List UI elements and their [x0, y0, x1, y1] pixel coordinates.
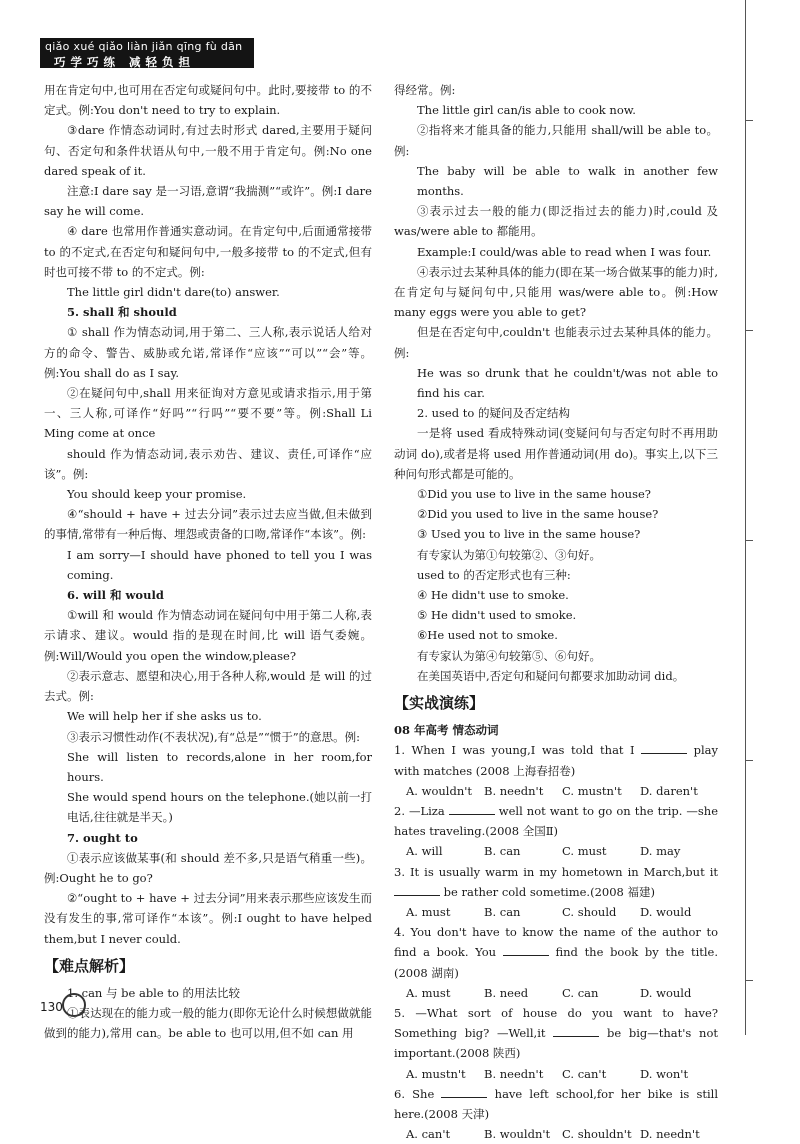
paragraph: 有专家认为第①句较第②、③句好。	[417, 547, 601, 562]
option-d: D. won't	[640, 1066, 689, 1081]
paragraph: ①will 和 would 作为情态动词在疑问句中用于第二人称,表示请求、建议。would 指的是现在时间,比 will 语气委婉。例:Will/Would you open the window,please?	[44, 608, 372, 663]
option-d: D. may	[640, 844, 681, 859]
edge-tick	[745, 330, 753, 331]
option-d: D. would	[640, 985, 692, 1000]
paragraph: 有专家认为第④句较第⑤、⑥句好。	[417, 648, 601, 663]
option-b: B. can	[484, 904, 521, 919]
question-item	[394, 922, 718, 1003]
paragraph: ②指将来才能具备的能力,只能用 shall/will be able to。例:	[394, 123, 718, 158]
question-stem-continued: have left school,for her bike is still here.(2008 天津)	[394, 1086, 719, 1121]
paragraph: ②“ought to + have + 过去分词”用来表示那些应该发生而没有发生的事,常可译作“本该”。例:I ought to have helped them,but I never could.	[44, 891, 372, 946]
option-a: A. wouldn't	[406, 783, 473, 798]
paragraph: 用在肯定句中,也可用在否定句或疑问句中。此时,要接带 to 的不定式。例:You don't need to try to explain.	[44, 83, 372, 118]
edge-tick	[745, 760, 753, 761]
answer-options	[394, 983, 718, 1003]
exercise-set-heading: 08 年高考 情态动词	[394, 723, 499, 738]
option-d: D. needn't	[640, 1127, 700, 1142]
option-c: C. can't	[562, 1066, 607, 1081]
question-item	[394, 1003, 718, 1084]
option-b: B. can	[484, 844, 521, 859]
paragraph: ②在疑问句中,shall 用来征询对方意见或请求指示,用于第一、三人称,可译作“好吗”“行吗”“要不要”等。例:Shall Li Ming come at once	[44, 386, 372, 441]
example-sentence: He was so drunk that he couldn't/was not able to find his car.	[417, 365, 718, 401]
question-stem: 4. You don't have to know the name of the author to find a book. You	[394, 925, 718, 960]
option-d: D. would	[640, 904, 692, 919]
option-b: B. needn't	[484, 1066, 544, 1081]
answer-blank	[449, 803, 495, 815]
paragraph: ③表示过去一般的能力(即泛指过去的能力)时,could 及 was/were able to 都能用。	[394, 204, 718, 239]
note-paragraph: 注意:I dare say 是一习语,意谓“我揣测”“或许”。例:I dare say he will come.	[44, 184, 372, 219]
example-sentence: I am sorry—I should have phoned to tell you I was coming.	[67, 547, 372, 582]
subsection-heading: 6. will 和 would	[67, 588, 164, 603]
question-item	[394, 862, 718, 923]
paragraph: ①表达现在的能力或一般的能力(即你无论什么时候想做就能做到的能力),常用 can。be able to 也可以用,但不如 can 用	[44, 1005, 372, 1041]
question-stem-continued: find the book by the title.(2008 湖南)	[394, 945, 719, 980]
answer-blank	[553, 1025, 599, 1037]
option-d: D. daren't	[640, 783, 698, 798]
option-c: C. should	[562, 904, 617, 919]
edge-tick	[745, 120, 753, 121]
subsection-heading: 5. shall 和 should	[67, 305, 177, 320]
right-column	[394, 80, 718, 1144]
option-b: B. wouldn't	[484, 1127, 551, 1142]
option-b: B. needn't	[484, 783, 544, 798]
question-stem: 3. It is usually warm in my hometown in March,but it	[394, 864, 718, 879]
example-sentence: ⑤ He didn't used to smoke.	[417, 608, 577, 623]
paragraph: ④“should + have + 过去分词”表示过去应当做,但未做到的事情,常带有一种后悔、埋怨或责备的口吻,常译作“本该”。例:	[44, 507, 372, 542]
binding-edge-line	[745, 0, 746, 1035]
paragraph: ④表示过去某种具体的能力(即在某一场合做某事的能力)时,在肯定句与疑问句中,只能用 was/were able to。例:How many eggs were you able to get?	[394, 264, 718, 320]
option-a: A. will	[406, 844, 443, 859]
question-stem-continued: well not want to go on the trip. —she hates traveling.(2008 全国Ⅱ)	[394, 803, 719, 839]
option-a: A. must	[406, 985, 451, 1000]
answer-options	[394, 1124, 718, 1144]
question-item	[394, 740, 718, 801]
header-pinyin: qiǎo xué qiǎo liàn jiǎn qīng fù dān	[45, 40, 243, 53]
left-column	[44, 80, 372, 1043]
example-sentence: We will help her if she asks us to.	[67, 709, 262, 724]
option-b: B. need	[484, 985, 529, 1000]
example-sentence: ⑥He used not to smoke.	[417, 628, 558, 643]
question-item	[394, 801, 718, 862]
question-stem: 6. She	[394, 1086, 435, 1101]
option-c: C. must	[562, 844, 607, 859]
publisher-logo-icon	[62, 993, 86, 1017]
answer-blank	[441, 1086, 487, 1098]
paragraph: ③表示习惯性动作(不表状况),有“总是”“惯于”的意思。例:	[67, 729, 361, 744]
example-sentence: The little girl can/is able to cook now.	[417, 103, 636, 118]
question-stem: 1. When I was young,I was told that I	[394, 743, 635, 758]
question-item	[394, 1084, 718, 1144]
example-sentence: The baby will be able to walk in another few months.	[417, 163, 718, 199]
section-heading: 【难点解析】	[44, 956, 135, 975]
paragraph: used to 的否定形式也有三种:	[417, 567, 571, 582]
option-a: A. can't	[406, 1127, 451, 1142]
subsection-heading: 2. used to 的疑问及否定结构	[417, 406, 570, 421]
paragraph: 在美国英语中,否定句和疑问句都要求加助动词 did。	[417, 668, 685, 683]
answer-options	[394, 902, 718, 922]
question-stem-continued: be rather cold sometime.(2008 福建)	[443, 884, 655, 899]
answer-options	[394, 841, 718, 861]
paragraph: ③dare 作情态动词时,有过去时形式 dared,主要用于疑问句、否定句和条件状语从句中,一般不用于肯定句。例:No one dared speak of it.	[44, 123, 372, 178]
paragraph: ④ dare 也常用作普通实意动词。在肯定句中,后面通常接带 to 的不定式,在否定句和疑问句中,一般多接带 to 的不定式,但有时也可接不带 to 的不定式。例:	[44, 224, 372, 279]
example-sentence: She would spend hours on the telephone.(她以前一打电话,往往就是半天。)	[67, 790, 372, 825]
paragraph: 一是将 used 看成特殊动词(变疑问句与否定句时不再用助动词 do),或者是将 used 用作普通动词(用 do)。事实上,以下三种问句形式都是可能的。	[394, 426, 718, 481]
paragraph: should 作为情态动词,表示劝告、建议、责任,可译作“应该”。例:	[44, 446, 372, 481]
paragraph: ②表示意志、愿望和决心,用于各种人称,would 是 will 的过去式。例:	[44, 668, 372, 704]
answer-blank	[394, 884, 440, 896]
question-stem: 5. —What sort of house do you want to have? Something big? —Well,it	[394, 1005, 718, 1041]
answer-options	[394, 781, 718, 801]
option-c: C. can	[562, 985, 599, 1000]
question-stem-continued: play with matches (2008 上海春招卷)	[394, 743, 719, 778]
option-c: C. shouldn't	[562, 1127, 632, 1142]
section-heading: 【实战演练】	[394, 694, 485, 713]
example-sentence: Example:I could/was able to read when I was four.	[417, 244, 712, 259]
edge-tick	[745, 540, 753, 541]
question-stem-continued: be big—that's not important.(2008 陕西)	[394, 1026, 719, 1061]
answer-blank	[503, 944, 549, 956]
paragraph: 得经常。例:	[394, 83, 456, 97]
paragraph: ①表示应该做某事(和 should 差不多,只是语气稍重一些)。例:Ought he to go?	[44, 850, 372, 885]
question-stem: 2. —Liza	[394, 803, 445, 818]
paragraph: ① shall 作为情态动词,用于第二、三人称,表示说话人给对方的命令、警告、威胁或允诺,常译作“应该”“可以”“会”等。例:You shall do as I say.	[44, 325, 372, 380]
option-a: A. must	[406, 904, 451, 919]
example-sentence: ②Did you used to live in the same house?	[417, 507, 659, 522]
page-number: 130	[40, 1000, 63, 1014]
example-sentence: The little girl didn't dare(to) answer.	[67, 285, 280, 300]
paragraph: 但是在否定句中,couldn't 也能表示过去某种具体的能力。例:	[394, 325, 718, 360]
edge-tick	[745, 980, 753, 981]
header-title: 巧学巧练 减轻负担	[54, 55, 196, 69]
example-sentence: ④ He didn't use to smoke.	[417, 588, 569, 603]
example-sentence: ①Did you use to live in the same house?	[417, 487, 651, 502]
subsection-heading: 1. can 与 be able to 的用法比较	[67, 985, 241, 1000]
example-sentence: She will listen to records,alone in her room,for hours.	[67, 749, 372, 784]
answer-blank	[641, 742, 687, 754]
option-c: C. mustn't	[562, 783, 622, 798]
subsection-heading: 7. ought to	[67, 830, 138, 845]
example-sentence: ③ Used you to live in the same house?	[417, 527, 641, 542]
answer-options	[394, 1064, 718, 1084]
example-sentence: You should keep your promise.	[67, 487, 247, 502]
option-a: A. mustn't	[406, 1066, 466, 1081]
